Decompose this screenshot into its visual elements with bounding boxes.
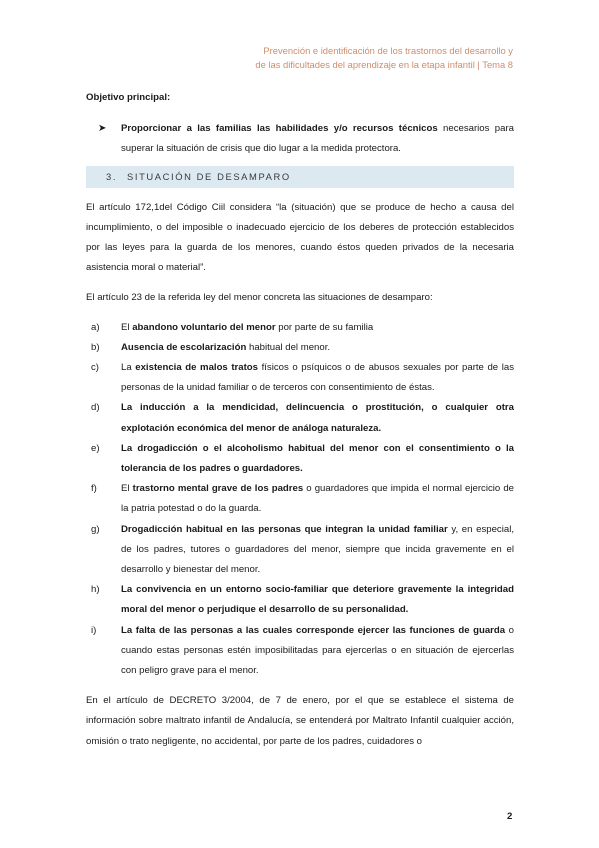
- list-letter: b): [91, 341, 100, 353]
- objective-bullet-bold: Proporcionar a las familias las habilidades y/o recursos técnicos: [121, 123, 438, 135]
- paragraph-intro-list: El artículo 23 de la referida ley del menor concreta las situaciones de desamparo:: [86, 292, 433, 304]
- list-item-text: o cuando estas personas estén imposibilitadas para ejercerlas o en situación de ejercerlas con peligro grave para el menor.: [121, 624, 514, 677]
- section-number: 3.: [106, 170, 118, 182]
- desamparo-list: [86, 318, 514, 682]
- header-line-1: Prevención e identificación de los trastornos del desarrollo y: [263, 45, 513, 56]
- list-item: [86, 439, 514, 479]
- list-letter: e): [91, 442, 100, 454]
- list-letter: a): [91, 321, 100, 333]
- list-letter: i): [91, 624, 97, 636]
- objective-bullet-text: necesarios para superar la situación de crisis que dio lugar a la medida protectora.: [121, 123, 514, 155]
- section-heading: [86, 166, 514, 188]
- objective-title: Objetivo principal:: [86, 92, 171, 103]
- arrow-bullet-icon: ➤: [98, 123, 107, 135]
- list-letter: g): [91, 523, 100, 535]
- list-item: [86, 479, 514, 519]
- list-item: [86, 398, 514, 438]
- list-item-bold: Ausencia de escolarización: [121, 341, 247, 353]
- list-item-bold: La drogadicción o el alcoholismo habitual del menor con el consentimiento o la tolerancia de los padres o guardadores.: [121, 442, 514, 475]
- section-title: SITUACIÓN DE DESAMPARO: [127, 170, 291, 182]
- list-item-bold: La convivencia en un entorno socio-familiar que deteriore gravemente la integridad moral del menor o perjudique el desarrollo de su personalidad.: [121, 584, 514, 616]
- list-letter: d): [91, 402, 100, 414]
- list-item: [86, 520, 514, 581]
- running-header: [153, 44, 513, 72]
- list-item-text: físicos o psíquicos o de abusos sexuales por parte de las personas de la unidad familiar o de terceros con consentimiento de éstas.: [121, 362, 514, 394]
- list-item: [86, 338, 514, 358]
- list-item-text: La: [121, 362, 136, 374]
- page-content: [86, 88, 514, 752]
- list-item-bold: La falta de las personas a las cuales corresponde ejercer las funciones de guarda: [121, 624, 506, 636]
- list-item-text: El: [121, 483, 133, 495]
- list-item-text: o guardadores que impida el normal ejercicio de la patria potestad o do la guarda.: [121, 483, 515, 515]
- paragraph-decreto: En el artículo de DECRETO 3/2004, de 7 de enero, por el que se establece el sistema de información sobre maltrato infantil de Andalucía, se entenderá por Maltrato Infantil cualquier acción, omisión o trato negligente, no accidental, por parte de los padres, cuidadores o: [86, 695, 514, 747]
- list-item-text: El: [121, 321, 133, 333]
- header-line-2: de las dificultades del aprendizaje en la etapa infantil | Tema 8: [255, 59, 513, 70]
- list-item: [86, 621, 514, 682]
- list-letter: h): [91, 584, 100, 596]
- list-letter: f): [91, 483, 97, 495]
- list-item-bold: trastorno mental grave de los padres: [132, 483, 304, 495]
- list-item-bold: La inducción a la mendicidad, delincuencia o prostitución, o cualquier otra explotación económica del menor de análoga naturaleza.: [121, 402, 514, 434]
- list-item-bold: Drogadicción habitual en las personas que integran la unidad familiar: [121, 523, 448, 535]
- list-item: [86, 318, 514, 338]
- list-item: [86, 358, 514, 398]
- list-item-text: por parte de su familia: [275, 321, 374, 333]
- list-item-text: habitual del menor.: [246, 341, 331, 353]
- paragraph-definition: El artículo 172,1del Código Ciil considera “la (situación) que se produce de hecho a causa del incumplimiento, o del imposible o inadecuado ejercicio de los deberes de protección establecidos por las leyes para la guarda de los menores, cuando éstos queden privados de la necesaria asistencia moral o material”.: [86, 201, 514, 274]
- list-item-text: y, en especial, de los padres, tutores o guardadores del menor, siempre que incida gravemente en el desarrollo y bienestar del menor.: [121, 523, 514, 576]
- objective-bullet: [86, 119, 514, 159]
- list-item: [86, 580, 514, 620]
- list-letter: c): [91, 362, 99, 374]
- page-number: 2: [507, 811, 513, 822]
- list-item-bold: existencia de malos tratos: [135, 362, 259, 374]
- list-item-bold: abandono voluntario del menor: [132, 321, 276, 333]
